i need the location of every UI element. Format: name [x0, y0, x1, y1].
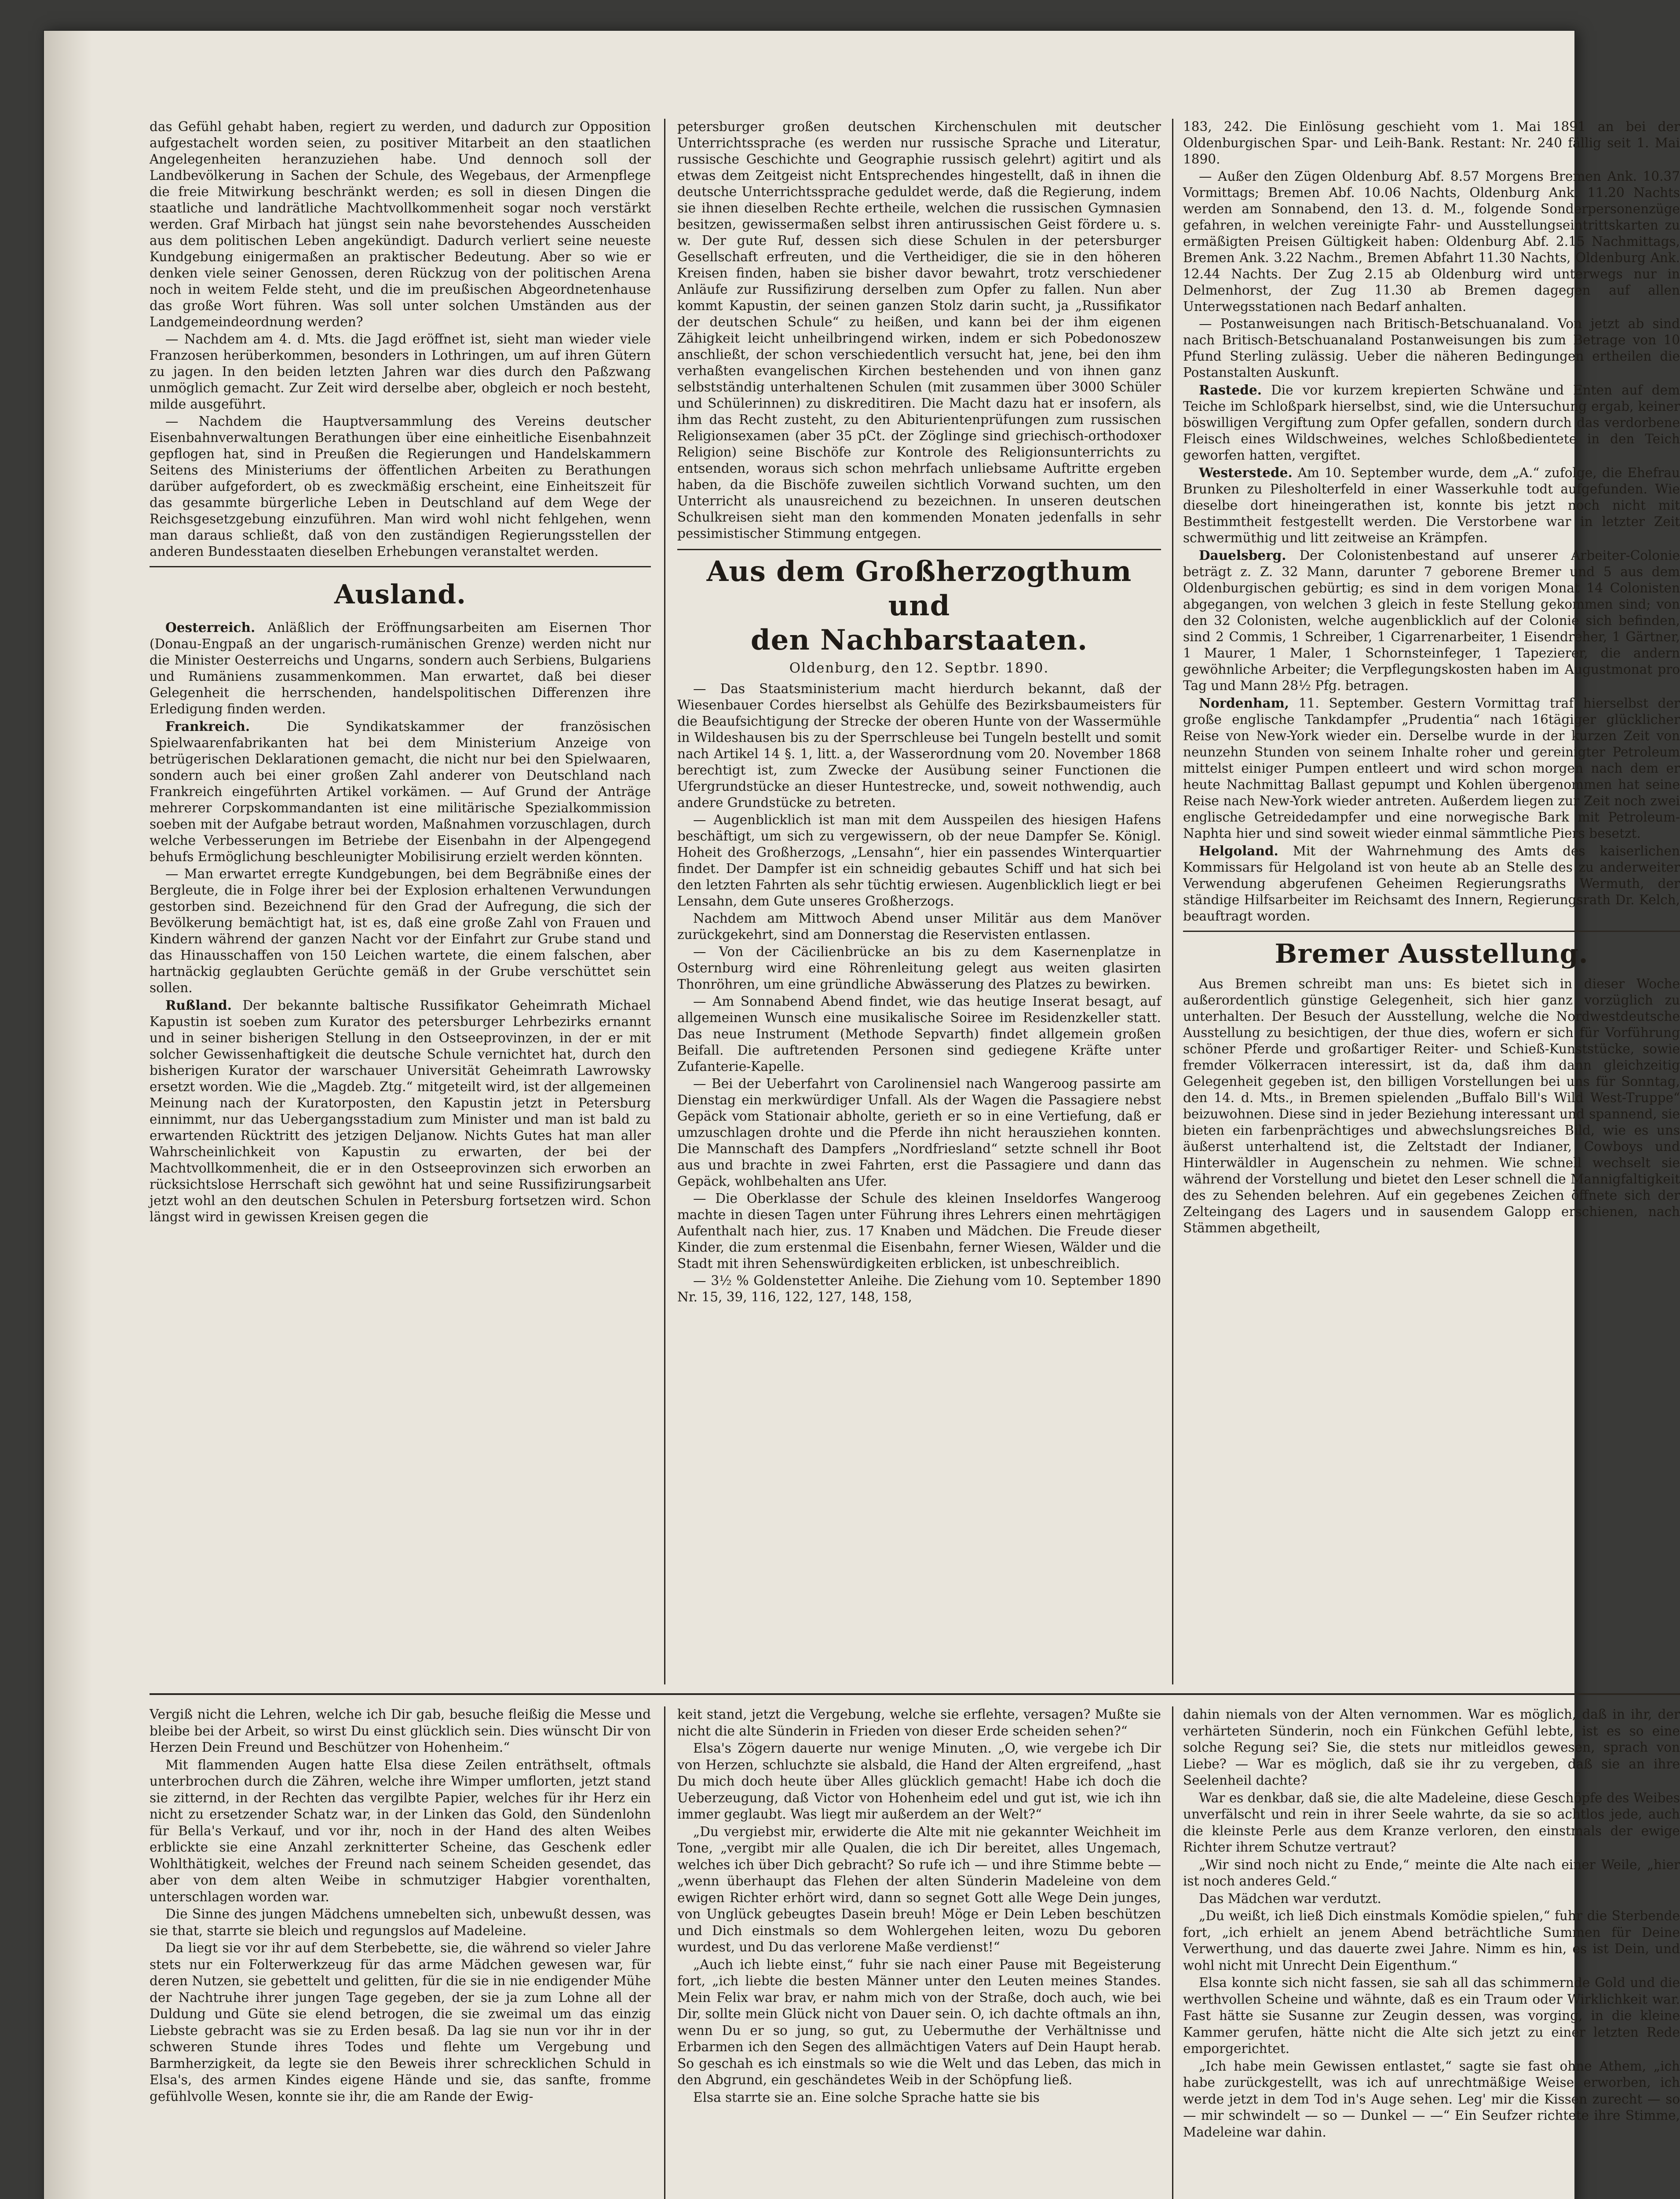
col2-para-7: — Bei der Ueberfahrt von Carolinensiel nach Wangeroog passirte am Dienstag ein merkwürdiger Unfall. Als der Wagen die Passagiere nebst Gepäck vom Stationair abholte, gerieth er so in eine Vertiefung, daß er umzuschlagen drohte und die Pferde ihn nicht herausziehen konnten. Die Mannschaft des Dampfers „Nordfriesland“ setzte schnell ihr Boot aus und brachte in zwei Fahrten, erst die Passagiere und dann das Gepäck, wohlbehalten ans Ufer. [677, 1076, 1161, 1189]
feuil1-para-4: Da liegt sie vor ihr auf dem Sterbebette, sie, die während so vieler Jahre stets nur ein Folterwerkzeug für das arme Mädchen gewesen war, für deren Nutzen, sie gebettelt und gelitten, für die sie in nie endigender Mühe der Nachtruhe ihrer jungen Tage gegeben, der sie ja zum Lohne all der Duldung und Güte sie elend betrogen, die sie zweimal um das einzig Liebste gebracht was sie zu Erden besaß. Da lag sie nun vor ihr in der schweren Stunde ihres Todes und flehte um Vergebung und Barmherzigkeit, da legte sie den Beweis ihrer schrecklichen Schuld in Elsa's, des armen Kindes eigene Hände und sie, das sanfte, fromme gefühlvolle Wesen, konnte sie ihr, die am Rande der Ewig- [150, 1940, 651, 2104]
oesterreich-text: Anläßlich der Eröffnungsarbeiten am Eisernen Thor (Donau-Engpaß an der ungarisch-rumänischen Grenze) werden nicht nur die Minister Oesterreichs und Ungarns, sondern auch Serbiens, Bulgariens und Rumäniens zusammenkommen. Man erwartet, daß bei dieser Gelegenheit die herrschenden, handelspolitischen Differenzen ihre Erledigung finden werden. [150, 620, 651, 716]
helgoland-text: Mit der Wahrnehmung des Amts des kaiserlichen Kommissars für Helgoland ist von heute ab an Stelle des zu anderweiter Verwendung abgerufenen Geheimen Regierungsraths Wermuth, der ständige Hilfsarbeiter im Reichsamt des Innern, Regierungsrath Dr. Kelch, beauftragt worden. [1183, 844, 1680, 924]
feuil2-para-4: „Auch ich liebte einst,“ fuhr sie nach einer Pause mit Begeisterung fort, „ich liebte die besten Männer unter den Leuten meines Standes. Mein Felix war brav, er nahm mich von der Straße, doch auch, wie bei Dir, sollte mein Glück nicht von Dauer sein. O, ich dachte oftmals an ihn, wenn Du er so jung, so gut, zu Uebermuthe der Verhältnisse und Erbarmen ich den Segen des allmächtigen Vaters auf Dein Haupt herab. So geschah es ich einstmals so wie die Welt und das Leben, das mich in den Abgrund, ein geschändetes Weib in der Schöpfung ließ. [677, 1957, 1161, 2087]
section-divider-3 [1183, 931, 1680, 932]
newspaper-page [44, 31, 1680, 2199]
feuilleton-column-2 [677, 1706, 1161, 2107]
col3-para-2: — Außer den Zügen Oldenburg Abf. 8.57 Morgens Bremen Ank. 10.37 Vormittags; Bremen Abf. 10.06 Nachts, Oldenburg Ank. 11.20 Nachts werden am Sonnabend, den 13. d. M., folgende Sonderpersonenzüge gefahren, in welchen vereinigte Fahr- und Ausstellungseintrittskarten zu ermäßigten Preisen Gültigkeit haben: Oldenburg Abf. 2.15 Nachmittags, Bremen Ank. 3.22 Nachm., Bremen Abfahrt 11.30 Nachts, Oldenburg Ank. 12.44 Nachts. Der Zug 2.15 ab Oldenburg wird unterwegs nur in Delmenhorst, der Zug 11.30 ab Bremen dagegen auf allen Unterwegsstationen nach Bedarf anhalten. [1183, 169, 1680, 314]
russland-text: Der bekannte baltische Russifikator Geheimrath Michael Kapustin ist soeben zum Kurator des petersburger Lehrbezirks ernannt und in seiner bisherigen Stellung in den Ostseeprovinzen, in der er mit solcher Gewissenhaftigkeit die deutsche Schule vernichtet hat, durch den bisherigen Kurator der warschauer Universität Geheimrath Lawrowsky ersetzt worden. Wie die „Magdeb. Ztg.“ mitgeteilt wird, ist der allgemeinen Meinung nach der Kuratorposten, den Kapustin jetzt in Petersburg einnimmt, nur das Uebergangsstadium zum Minister und man ist bald zu erwartenden Rücktritt des jetzigen Deljanow. Nichts Gutes hat man aller Wahrscheinlichkeit von Kapustin zu erwarten, der bei der Machtvollkommenheit, die er in den Ostseeprovinzen sich erworben an rücksichtslose Herrschaft sich gewöhnt hat und seine Russifizirungsarbeit jetzt wohl an den deutschen Schulen in Petersburg fortsetzen wird. Schon längst wird in gewissen Kreisen gegen die [150, 998, 651, 1224]
feuilleton-rule [150, 1693, 1680, 1695]
heading-line-2: den Nachbarstaaten. [750, 624, 1088, 657]
oesterreich-label: Oesterreich. [165, 620, 256, 635]
feuil1-para-2: Mit flammenden Augen hatte Elsa diese Zeilen enträthselt, oftmals unterbrochen durch die Zähren, welche ihre Wimper umflorten, jetzt stand sie zitternd, in der Rechten das vergilbte Papier, welches für ihr Herz ein nicht zu ersetzender Schatz war, in der Linken das Gold, den Sündenlohn für Bella's Verkauf, und vor ihr, noch in der Hand des alten Weibes erblickte sie eine Anzahl zerknitterter Scheine, das Geschenk edler Wohlthätigkeit, welches der Freund nach seinem Scheiden gesendet, das aber von dem alten Weibe in schmutziger Habgier vorenthalten, unterschlagen worden war. [150, 1757, 651, 1904]
col1-para-3: — Nachdem die Hauptversammlung des Vereins deutscher Eisenbahnverwaltungen Berathungen über eine einheitliche Eisenbahnzeit gepflogen hat, sind in Preußen die Regierungen und Handelskammern Seitens des Ministeriums der öffentlichen Arbeiten zu Berathungen darüber aufgefordert, ob es zweckmäßig erscheint, eine Einheitszeit für das gesammte bürgerliche Leben in Deutschland auf dem Wege der Reichsgesetzgebung einzuführen. Man wird wohl nicht fehlgehen, wenn man daraus schließt, daß von den zuständigen Regierungsstellen der anderen Bundesstaaten dieselben Erhebungen veranstaltet werden. [150, 414, 651, 559]
page-binding-shadow [44, 31, 92, 2199]
feuil3-para-1: dahin niemals von der Alten vernommen. War es möglich, daß in ihr, der verhärteten Sünderin, noch ein Fünkchen Gefühl lebte, ist es so eine solche Regung sei? Sie, die stets nur mitleidlos gewesen, sprach von Liebe? — War es möglich, daß sie ihr zu vergeben, daß sie an ihre Seelenheil dachte? [1183, 1707, 1680, 1788]
column-rule-1 [664, 119, 665, 1684]
grossherzogthum-heading [677, 555, 1161, 658]
feuil1-para-1: Vergiß nicht die Lehren, welche ich Dir gab, besuche fleißig die Messe und bleibe bei der Arbeit, so wirst Du einst glücklich sein. Dies wünscht Dir von Herzen Dein Freund und Beschützer von Hohenheim.“ [150, 1707, 651, 1755]
feuil3-para-2: War es denkbar, daß sie, die alte Madeleine, diese Geschöpfe des Weibes unverfälscht und rein in ihrer Seele wahrte, da sie so achtlos jede, auch die kleinste Perle aus dem Kranze verloren, den einstmals der ewige Richter ihrem Schutze vertraut? [1183, 1790, 1680, 1855]
col1-oesterreich [150, 619, 651, 717]
col3-westerstede [1183, 464, 1680, 546]
col3-nordenham [1183, 695, 1680, 842]
col1-para-4: — Man erwartet erregte Kundgebungen, bei dem Begräbniße eines der Bergleute, die in Folge ihrer bei der Explosion erhaltenen Verwundungen gestorben sind. Bezeichnend für den Grad der Aufregung, die sich der Bevölkerung bemächtigt hat, ist es, daß eine große Zahl von Frauen und Kindern während der ganzen Nacht vor der Einfahrt zur Grube stand und das Hinausschaffen von 150 Leichen wartete, die einem falschen, aber hartnäckig geglaubten Gerüchte gemäß in der Grube verschüttet sein sollen. [150, 866, 651, 995]
feuil2-para-2: Elsa's Zögern dauerte nur wenige Minuten. „O, wie vergebe ich Dir von Herzen, schluchzte sie alsbald, die Hand der Alten ergreifend, „hast Du mich doch heute über Alles glücklich gemacht! Habe ich doch die Ueberzeugung, daß Victor von Hohenheim edel und gut ist, wie ich ihn immer geglaubt. Was liegt mir außerdem an der Welt?“ [677, 1741, 1161, 1822]
col3-helgoland [1183, 843, 1680, 924]
column-3 [1183, 119, 1680, 1237]
heading-line-1: Aus dem Großherzogthum und [706, 555, 1132, 622]
nordenham-label: Nordenham, [1199, 695, 1289, 711]
feuil1-para-3: Die Sinne des jungen Mädchens umnebelten sich, unbewußt dessen, was sie that, starrte sie bleich und regungslos auf Madeleine. [150, 1907, 651, 1938]
column-1 [150, 119, 651, 1226]
column-rule-2 [1172, 119, 1173, 1684]
ausland-heading: Ausland. [334, 579, 467, 610]
feuil-rule-1 [664, 1706, 665, 2199]
feuil3-para-3: „Wir sind noch nicht zu Ende,“ meinte die Alte nach einer Weile, „hier ist noch anderes Geld.“ [1183, 1857, 1680, 1889]
feuilleton-column-1 [150, 1706, 651, 2106]
col1-para-2: — Nachdem am 4. d. Mts. die Jagd eröffnet ist, sieht man wieder viele Franzosen herüberkommen, besonders in Lothringen, um auf ihren Gütern zu jagen. In den beiden letzten Jahren war dies durch den Paßzwang unmöglich gemacht. Zur Zeit wird derselbe aber, obgleich er noch besteht, milde ausgeführt. [150, 332, 651, 412]
feuil3-para-6: Elsa konnte sich nicht fassen, sie sah all das schimmernde Gold und die werthvollen Scheine und wähnte, daß es ein Traum oder Wirklichkeit war. Fast hätte sie Susanne zur Zeugin dessen, was vorging, in die kleine Kammer gerufen, hätte nicht die Alte sich jetzt zu einer letzten Rede emporgerichtet. [1183, 1975, 1680, 2056]
col2-para-3: — Augenblicklich ist man mit dem Ausspeilen des hiesigen Hafens beschäftigt, um sich zu vergewissern, ob der neue Dampfer Se. Königl. Hoheit des Großherzogs, „Lensahn“, hier ein passendes Winterquartier findet. Der Dampfer ist ein schneidig gebautes Schiff und hat sich bei den letzten Fahrten als sehr tüchtig erwiesen. Augenblicklich liegt er bei Lensahn, dem Gute unseres Großherzogs. [677, 812, 1161, 909]
col2-para-9: — 3½ % Goldenstetter Anleihe. Die Ziehung vom 10. September 1890 Nr. 15, 39, 116, 122, 127, 148, 158, [677, 1273, 1161, 1304]
col3-rastede [1183, 382, 1680, 464]
col1-frankreich [150, 718, 651, 865]
feuil2-para-5: Elsa starrte sie an. Eine solche Sprache hatte sie bis [693, 2089, 1040, 2105]
col2-para-4: Nachdem am Mittwoch Abend unser Militär aus dem Manöver zurückgekehrt, sind am Donnerstag die Reservisten entlassen. [677, 911, 1161, 942]
westerstede-text: Am 10. September wurde, dem „A.“ zufolge, die Ehefrau Brunken zu Pilesholterfeld in einer Wasserkuhle todt aufgefunden. Wie dieselbe dort hineingerathen ist, konnte bis jetzt noch nicht mit Bestimmtheit festgestellt werden. Die Verstorbene war in letzter Zeit schwermüthig und litt zeitweise an Krämpfen. [1183, 465, 1680, 545]
helgoland-label: Helgoland. [1199, 843, 1278, 858]
rastede-text: Die vor kurzem krepierten Schwäne und Enten auf dem Teiche im Schloßpark hierselbst, sind, wie die Untersuchung ergab, keiner böswilligen Vergiftung zum Opfer gefallen, sondern durch das verdorbene Fleisch eines Wildschweines, welches Schloßbedientete in den Teich geworfen hatten, vergiftet. [1183, 383, 1680, 463]
frankreich-text: Die Syndikatskammer der französischen Spielwaarenfabrikanten hat bei dem Ministerium Anzeige von betrügerischen Deklarationen gemacht, die nicht nur bei den Spielwaaren, sondern auch bei einer großen Zahl anderer von Deutschland nach Frankreich eingeführten Artikel vorkämen. — Auf Grund der Anträge mehrerer Corpskommandanten ist eine militärische Spezialkommission soeben mit der Aufgabe betraut worden, Maßnahmen vorzuschlagen, durch welche Verbesserungen im Betriebe der Eisenbahn in der Alpengegend behufs Ermöglichung beschleunigter Mobilisirung erzielt werden könnten. [150, 719, 651, 864]
section-divider-2 [677, 549, 1161, 550]
westerstede-label: Westerstede. [1199, 465, 1293, 480]
section-divider [150, 566, 651, 567]
col2-para-6: — Am Sonnabend Abend findet, wie das heutige Inserat besagt, auf allgemeinen Wunsch eine musikalische Soiree im Residenzkeller statt. Das neue Instrument (Methode Sepvarth) findet allgemein großen Beifall. Die auftretenden Personen sind gediegene Kräfte unter Zufanterie-Kapelle. [677, 994, 1161, 1074]
feuil3-para-5: „Du weißt, ich ließ Dich einstmals Komödie spielen,“ fuhr die Sterbende fort, „ich erhielt an jenem Abend beträchtliche Summen für Deine Verwerthung, und das dauerte zwei Jahre. Nimm es hin, es ist Dein, und wohl nicht mit Unrecht Dein Eigenthum.“ [1183, 1908, 1680, 1973]
col3-para-1: 183, 242. Die Einlösung geschieht vom 1. Mai 1891 an bei der Oldenburgischen Spar- und Leih-Bank. Restant: Nr. 240 fällig seit 1. Mai 1890. [1183, 119, 1680, 167]
col2-para-2: — Das Staatsministerium macht hierdurch bekannt, daß der Wiesenbauer Cordes hierselbst als Gehülfe des Bezirksbaumeisters für die Beaufsichtigung der Strecke der oberen Hunte von der Wassermühle in Wildeshausen bis zu der Sperrschleuse bei Tungeln bestellt und somit nach Artikel 14 §. 1, litt. a, der Wasserordnung vom 20. November 1868 berechtigt ist, zum Zwecke der Ausübung seiner Functionen die Ufergrundstücke an dieser Huntestrecke, und, soweit nothwendig, auch andere Grundstücke zu betreten. [677, 681, 1161, 810]
col2-para-5: — Von der Cäcilienbrücke an bis zu dem Kasernenplatze in Osternburg wird eine Röhrenleitung gelegt aus weiten glasirten Thonröhren, um eine gründliche Abwässerung des Platzes zu bewirken. [677, 944, 1161, 992]
feuil2-para-1: keit stand, jetzt die Vergebung, welche sie erflehte, versagen? Mußte sie nicht die alte Sünderin in Frieden von dieser Erde scheiden sehen?“ [677, 1707, 1161, 1739]
feuilleton-column-3 [1183, 1706, 1680, 2141]
col1-russland [150, 997, 651, 1225]
dateline: Oldenburg, den 12. Septbr. 1890. [789, 660, 1049, 676]
feuil-rule-2 [1172, 1706, 1173, 2199]
col2-para-1: petersburger großen deutschen Kirchenschulen mit deutscher Unterrichtssprache (es werden nur russische Sprache und Literatur, russische Geschichte und Geographie russisch gelehrt) agitirt und als etwas dem Zeitgeist nicht Entsprechendes hingestellt, daß in ihnen die deutsche Unterrichtssprache geduldet werde, daß die Regierung, indem sie ihnen dieselben Rechte ertheile, welchen die russischen Gymnasien besitzen, gewissermaßen selbst ihren antirussischen Geist fördere u. s. w. Der gute Ruf, dessen sich diese Schulen in der petersburger Gesellschaft erfreuten, und die Vertheidiger, die sie in den höheren Kreisen finden, haben sie bisher davor bewahrt, trotz verschiedener Anläufe zur Russifizirung derselben zum Opfer zu fallen. Nun aber kommt Kapustin, der seinen ganzen Stolz darin sucht, ja „Russifikator der deutschen Schule“ zu heißen, und kann bei der ihm eigenen Zähigkeit leicht unheilbringend wirken, indem er sich Pobedonoszew anschließt, der schon verschiedentlich versucht hat, jene, bei den ihm verhaßten evangelischen Kirchen bestehenden und von ihnen ganz selbstständig unterhaltenen Schulen (mit zusammen über 3000 Schüler und Schülerinnen) zu diskreditiren. Die Macht dazu hat er insofern, als ihm das Recht zusteht, zu den Abiturientenprüfungen zum russischen Religionsexamen (aber 35 pCt. der Zöglinge sind griechisch-orthodoxer Religion) seine Bischöfe zur Kontrole des Religionsunterrichts zu entsenden, woraus sich schon mehrfach unliebsame Auftritte ergeben haben, da die Bischöfe zuweilen sichtlich Vorwand suchten, um den Unterricht als unausreichend zu bezeichnen. In unseren deutschen Schulkreisen sieht man den kommenden Monaten jedenfalls in sehr pessimistischer Stimmung entgegen. [677, 119, 1161, 541]
russland-label: Rußland. [165, 997, 232, 1013]
col1-para-1: das Gefühl gehabt haben, regiert zu werden, und dadurch zur Opposition aufgestachelt worden seien, zu positiver Mitarbeit an den staatlichen Angelegenheiten heranzuziehen habe. Und dennoch soll der Landbevölkerung in Sachen der Schule, des Wegebaus, der Armenpflege die freie Mitwirkung beschränkt werden; es soll in diesen Dingen die staatliche und landrätliche Machtvollkommenheit sogar noch verstärkt werden. Graf Mirbach hat jüngst sein nahe bevorstehendes Ausscheiden aus dem politischen Leben angekündigt. Dadurch verliert seine neueste Kundgebung einigermaßen an praktischer Bedeutung. Aber so wie er denken viele seiner Genossen, deren Rückzug von der politischen Arena noch in weitem Felde steht, und die im preußischen Abgeordnetenhause das große Wort führen. Was soll unter solchen Umständen aus der Landgemeindeordnung werden? [150, 119, 651, 329]
feuil3-para-7: „Ich habe mein Gewissen entlastet,“ sagte sie fast ohne Athem, „ich habe zurückgestellt, was ich auf unrechtmäßige Weise erworben, ich werde jetzt in dem Tod in's Auge sehen. Leg' mir die Kissen zurecht — so — mir schwindelt — so — Dunkel — —“ Ein Seufzer richtete ihre Stimme, Madeleine war dahin. [1183, 2058, 1680, 2140]
rastede-label: Rastede. [1199, 382, 1262, 398]
bremer-ausstellung-heading: Bremer Ausstellung. [1275, 939, 1589, 969]
frankreich-label: Frankreich. [165, 719, 250, 734]
dauelsberg-label: Dauelsberg. [1199, 548, 1286, 563]
col3-para-3: — Postanweisungen nach Britisch-Betschuanaland. Von jetzt ab sind nach Britisch-Betschuanaland Postanweisungen bis zum Betrage von 10 Pfund Sterling zulässig. Ueber die näheren Bedingungen ertheilen die Postanstalten Auskunft. [1183, 316, 1680, 380]
feuil3-para-4: Das Mädchen war verdutzt. [1199, 1891, 1381, 1906]
col3-dauelsberg [1183, 547, 1680, 694]
feuil2-para-3: „Du vergiebst mir, erwiderte die Alte mit nie gekannter Weichheit im Tone, „vergibt mir alle Qualen, die ich Dir bereitet, alles Ungemach, welches ich über Dich gebracht? So rufe ich — und ihre Stimme bebte — „wenn überhaupt das Flehen der alten Sünderin Madeleine von dem ewigen Richter erhört wird, dann so segnet Gott alle Wege Dein junges, von Unglück gebeugtes Dasein breuh! Möge er Dein Leben beschützen und Dich einstmals so dem Wohlergehen leiten, wozu Du geboren wurdest, und Du das verlorene Maße verdienst!“ [677, 1824, 1161, 1954]
col3-bremer-text: Aus Bremen schreibt man uns: Es bietet sich in dieser Woche außerordentlich günstige Gelegenheit, sich hier ganz vorzüglich zu unterhalten. Der Besuch der Ausstellung, welche die Nordwestdeutsche Ausstellung zu besichtigen, der thue dies, wofern er sich für Vorführung schöner Pferde und großartiger Reiter- und Schieß-Kunststücke, sowie fremder Völkerracen interessirt, ist da, daß ihm dann gleichzeitig Gelegenheit gegeben ist, den billigen Vorstellungen bei uns für Sonntag, den 14. d. Mts., in Bremen spielenden „Buffalo Bill's Wild West-Truppe“ beizuwohnen. Diese sind in jeder Beziehung interessant und spannend, sie bieten ein farbenprächtiges und abwechslungsreiches Bild, wie es uns äußerst unterhaltend ist, die Zeltstadt der Indianer, Cowboys und Hinterwäldler in Augenschein zu nehmen. Wie schnell wechselt sie während der Vorstellung und bietet den Leser schnell die Mannigfaltigkeit des zu Sehenden belehren. Auf ein gegebenes Zeichen öffnete sich der Zelteingang des Lagers und in sausendem Galopp erschienen, nach Stämmen abgetheilt, [1183, 976, 1680, 1235]
column-2 [677, 119, 1161, 1306]
col2-para-8: — Die Oberklasse der Schule des kleinen Inseldorfes Wangeroog machte in diesen Tagen unter Führung ihres Lehrers einen mehrtägigen Aufenthalt nach hier, zus. 17 Knaben und Mädchen. Die Freude dieser Kinder, die zum erstenmal die Eisenbahn, ferner Wiesen, Wälder und die Stadt mit ihren Sehenswürdigkeiten erblicken, ist unbeschreiblich. [677, 1191, 1161, 1271]
dauelsberg-text: Der Colonistenbestand auf unserer Arbeiter-Colonie beträgt z. Z. 32 Mann, darunter 7 geborene Bremer und 5 aus dem Oldenburgischen gebürtig; es sind in dem vorigen Monat 14 Colonisten abgegangen, von welchen 3 gleich in feste Stellung gekommen sind; von den 32 Colonisten, welche augenblicklich auf der Colonie sich befinden, sind 2 Commis, 1 Schreiber, 1 Cigarrenarbeiter, 1 Eisendreher, 1 Gärtner, 1 Maurer, 1 Maler, 1 Schornsteinfeger, 1 Tapezierer, die andern gewöhnliche Arbeiter; die Verpflegungskosten haben im Augustmonat pro Tag und Mann 28½ Pfg. betragen. [1183, 548, 1680, 693]
nordenham-text: 11. September. Gestern Vormittag traf hierselbst der große englische Tankdampfer „Prudentia“ nach 16tägiger glücklicher Reise von New-York wieder ein. Derselbe wurde in der kurzen Zeit von neunzehn Stunden von seinem Inhalte roher und gereinigter Petroleum mittelst einiger Pumpen entleert und wird schon morgen nach dem er heute Nachmittag Ballast gepumpt und Kohlen übergenommen hat seine Reise nach New-York wieder antreten. Außerdem liegen zur Zeit noch zwei englische Getreidedampfer und eine norwegische Bark mit Petroleum-Naphta hier und sind soweit wieder einmal sämmtliche Piers besetzt. [1183, 696, 1680, 841]
